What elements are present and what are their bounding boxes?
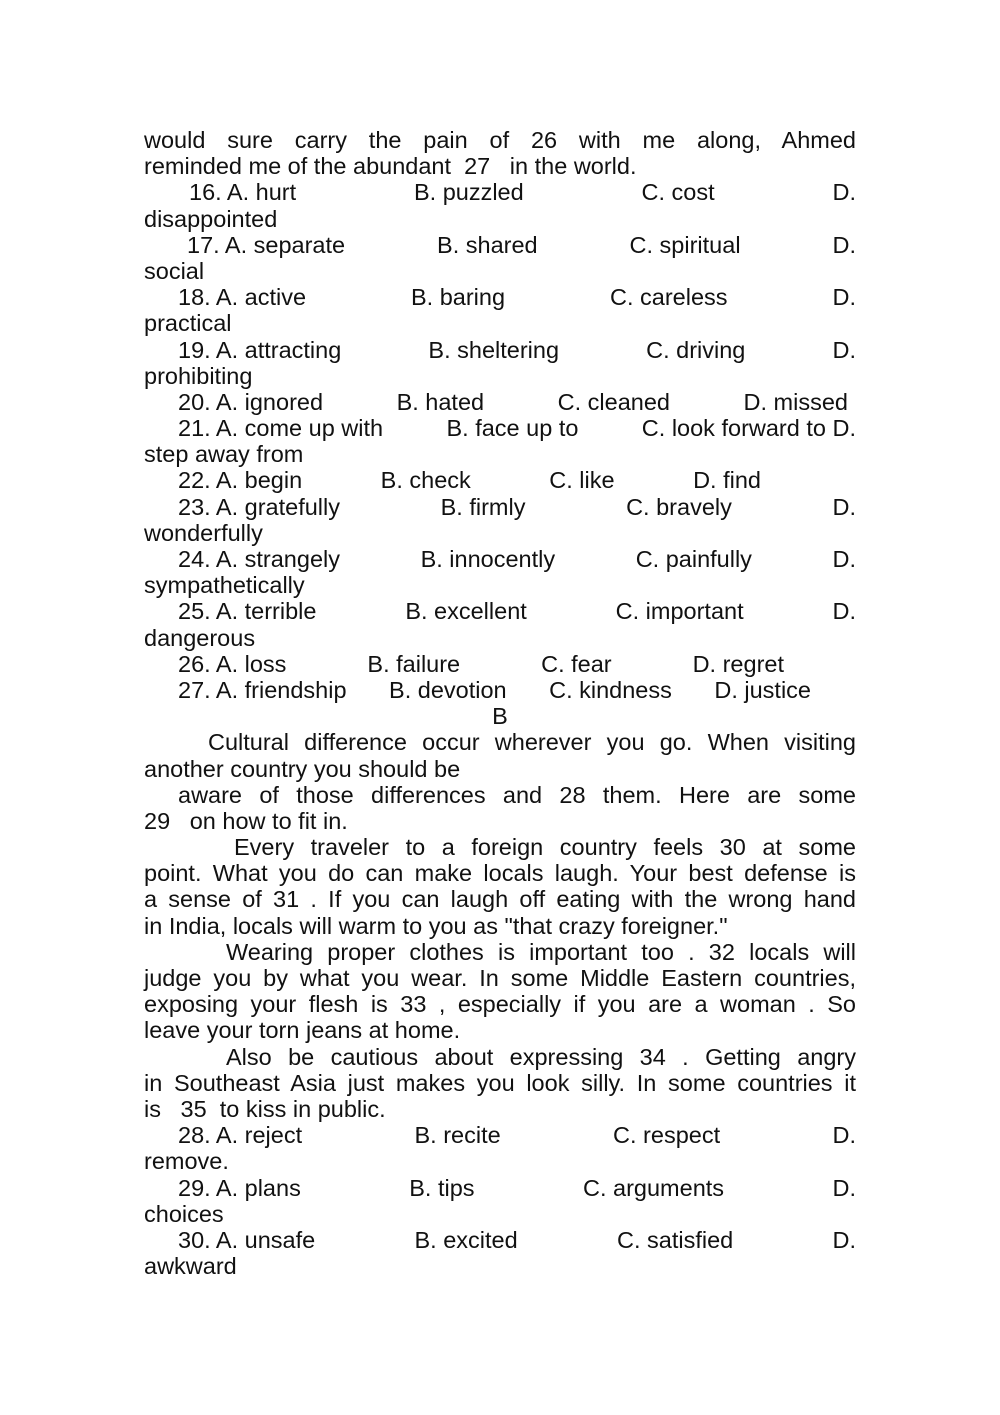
option-d-text: dangerous [144, 624, 256, 651]
question-21 [144, 415, 856, 441]
option-c: C. arguments [582, 1174, 725, 1201]
option-c: C. painfully [635, 546, 752, 572]
option-b: B. sheltering [428, 336, 560, 363]
option-c: C. fear [541, 650, 612, 677]
option-d-text: choices [144, 1200, 224, 1227]
option-a: 24. A. strangely [178, 546, 340, 572]
option-c: C. satisfied [616, 1226, 734, 1253]
option-d: D. find [693, 467, 761, 494]
question-16 [144, 179, 856, 205]
option-c: C. cleaned [557, 388, 670, 415]
option-a: 22. A. begin [178, 467, 303, 494]
passage-line: aware of those differences and 28 them. Here are some [178, 781, 856, 808]
option-a: 29. A. plans [178, 1174, 301, 1201]
question-26 [144, 651, 856, 677]
option-d-text: prohibiting [144, 362, 253, 389]
option-c: C. important [615, 598, 744, 625]
option-b: B. firmly [440, 493, 526, 520]
option-c: C. careless [610, 284, 728, 311]
passage-line: a sense of 31 . If you can laugh off eating with the wrong hand [144, 886, 856, 913]
option-a: 16. A. hurt [189, 179, 297, 206]
question-24 [144, 546, 856, 572]
option-a: 21. A. come up with [178, 415, 384, 442]
passage-line: Every traveler to a foreign country feels 30 at some [234, 834, 856, 861]
option-d: D. missed [743, 388, 848, 415]
option-a: 25. A. terrible [178, 598, 317, 625]
option-a: 20. A. ignored [178, 388, 324, 415]
option-b: B. failure [367, 650, 461, 677]
question-22 [144, 467, 856, 493]
option-c: C. spiritual [629, 231, 741, 258]
option-a: 17. A. separate [187, 231, 346, 258]
option-a: 30. A. unsafe [178, 1226, 316, 1253]
question-23 [144, 494, 856, 520]
option-d: D. regret [692, 650, 784, 677]
option-d: D. [832, 1122, 856, 1149]
passage-line: in Southeast Asia just makes you look silly. In some countries it [144, 1069, 856, 1096]
passage-line: judge you by what you wear. In some Middle Eastern countries, [144, 965, 856, 991]
option-b: B. excited [414, 1226, 518, 1253]
option-d: D. [832, 493, 856, 520]
question-30 [144, 1227, 856, 1253]
passage-line: another country you should be [144, 755, 461, 782]
option-a: 19. A. attracting [178, 336, 342, 363]
question-20 [144, 389, 856, 415]
option-a: 18. A. active [178, 284, 307, 311]
option-b: B. tips [409, 1174, 475, 1201]
passage-line: leave your torn jeans at home. [144, 1017, 461, 1044]
option-d-text: awkward [144, 1253, 237, 1280]
option-b: B. face up to [446, 415, 579, 442]
option-a: 28. A. reject [178, 1122, 303, 1149]
passage-line: in India, locals will warm to you as "that crazy foreigner." [144, 912, 728, 939]
option-d: D. [832, 336, 856, 363]
passage-line: is 35 to kiss in public. [144, 1095, 386, 1122]
option-d-text: remove. [144, 1148, 229, 1175]
passage-line: Wearing proper clothes is important too . 32 locals will [226, 938, 856, 965]
option-b: B. baring [410, 284, 506, 311]
passage-line: 29 on how to fit in. [144, 807, 348, 834]
option-d: D. [832, 284, 856, 311]
question-28 [144, 1122, 856, 1148]
option-b: B. shared [437, 231, 538, 258]
option-b: B. hated [396, 388, 485, 415]
option-b: B. puzzled [413, 179, 524, 206]
option-b: B. innocently [420, 546, 556, 572]
option-c: C. cost [641, 179, 715, 206]
option-c: C. look forward to D. [641, 415, 856, 442]
option-c: C. like [549, 467, 615, 494]
option-d: D. [832, 179, 856, 206]
option-d: D. [832, 231, 856, 258]
option-d: D. [832, 546, 856, 572]
option-b: B. devotion [389, 676, 507, 703]
question-18 [144, 284, 856, 310]
option-a: 27. A. friendship [178, 676, 347, 703]
option-d-text: sympathetically [144, 572, 305, 599]
option-d: D. [832, 1226, 856, 1253]
option-d: D. justice [714, 676, 811, 703]
option-d-text: practical [144, 310, 232, 337]
passage-line: reminded me of the abundant 27 in the world. [144, 153, 637, 180]
passage-line: Also be cautious about expressing 34 . Getting angry [226, 1043, 856, 1070]
option-d-text: disappointed [144, 205, 278, 232]
option-d: D. [832, 1174, 856, 1201]
question-29 [144, 1175, 856, 1201]
option-d-text: step away from [144, 441, 304, 468]
question-25 [144, 598, 856, 624]
option-c: C. bravely [626, 493, 732, 520]
option-b: B. excellent [405, 598, 527, 625]
question-27 [144, 677, 856, 703]
option-a: 23. A. gratefully [178, 493, 340, 520]
passage-line: point. What you do can make locals laugh. Your best defense is [144, 860, 856, 887]
option-c: C. driving [646, 336, 746, 363]
option-b: B. recite [414, 1122, 501, 1149]
option-d-text: social [144, 257, 205, 284]
passage-line: would sure carry the pain of 26 with me along, Ahmed [144, 127, 856, 153]
question-19 [144, 337, 856, 363]
option-d-text: wonderfully [144, 519, 263, 546]
option-b: B. check [380, 467, 471, 494]
option-a: 26. A. loss [178, 650, 287, 677]
option-c: C. kindness [549, 676, 672, 703]
section-heading: B [492, 703, 508, 730]
question-17 [144, 232, 856, 258]
passage-line: exposing your flesh is 33 , especially if you are a woman . So [144, 991, 856, 1018]
option-d: D. [832, 598, 856, 625]
option-c: C. respect [613, 1122, 721, 1149]
passage-line: Cultural difference occur wherever you go. When visiting [208, 729, 856, 756]
document-text [144, 127, 856, 1279]
